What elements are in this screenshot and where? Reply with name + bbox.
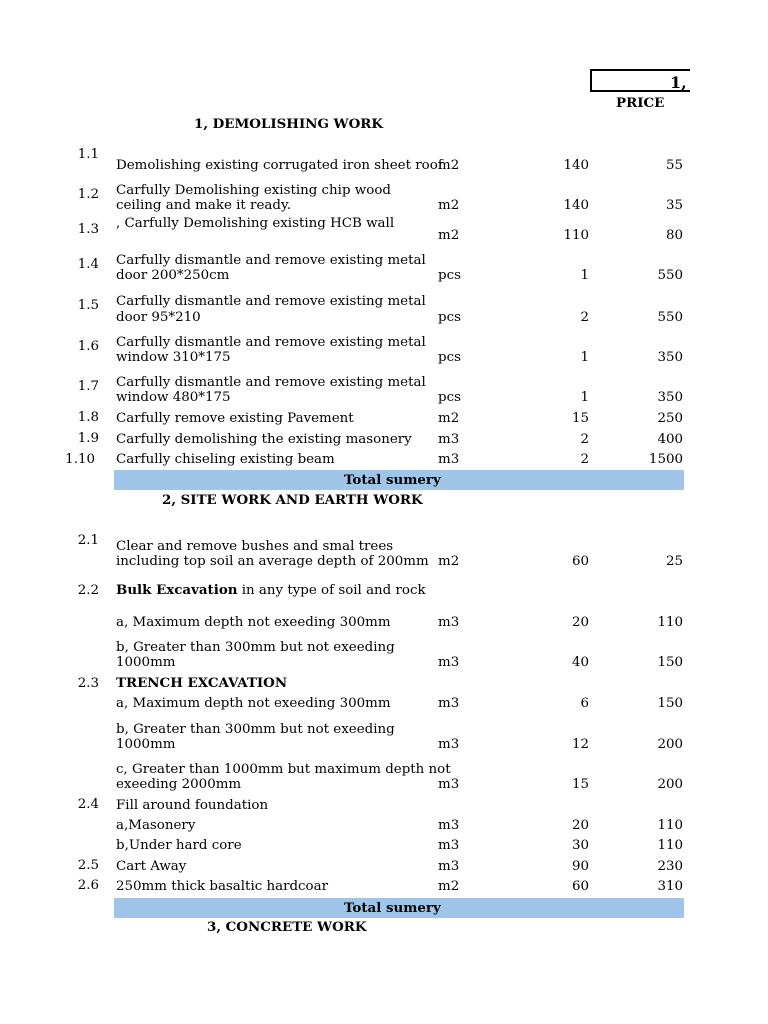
item-number: 1.7 [77, 379, 99, 394]
item-unit: m2 [438, 158, 460, 173]
item-unit: m3 [438, 452, 460, 467]
item-description: Clear and remove bushes and smal trees [116, 539, 394, 554]
item-quantity: 60 [571, 554, 589, 569]
item-price: 110 [657, 838, 683, 853]
item-quantity: 20 [571, 615, 589, 630]
item-unit: pcs [438, 268, 461, 283]
item-number: 2.2 [77, 583, 99, 598]
section-title-concrete-work: 3, CONCRETE WORK [207, 919, 367, 935]
item-quantity: 90 [571, 859, 589, 874]
item-number: 2.6 [77, 878, 99, 893]
item-description: window 480*175 [116, 390, 231, 405]
item-description: b, Greater than 300mm but not exeeding [116, 640, 395, 655]
section-title-site-work: 2, SITE WORK AND EARTH WORK [162, 492, 423, 508]
total-summary-band [114, 898, 684, 918]
item-price: 400 [657, 432, 683, 447]
item-description: b,Under hard core [116, 838, 242, 853]
item-price: 150 [657, 696, 683, 711]
item-number: 1.8 [77, 410, 99, 425]
item-description: a, Maximum depth not exeeding 300mm [116, 615, 391, 630]
item-number: 1.10 [65, 452, 95, 467]
item-price: 35 [665, 198, 683, 213]
item-description: 1000mm [116, 737, 176, 752]
item-unit: m3 [438, 818, 460, 833]
item-description-bold: Bulk Excavation [116, 582, 238, 598]
item-price: 80 [665, 228, 683, 243]
item-description: 1000mm [116, 655, 176, 670]
item-description: exeeding 2000mm [116, 777, 242, 792]
item-unit: m3 [438, 737, 460, 752]
item-price: 310 [657, 879, 683, 894]
item-number: 2.5 [77, 858, 99, 873]
item-unit: m2 [438, 411, 460, 426]
item-unit: m2 [438, 554, 460, 569]
item-quantity: 15 [571, 777, 589, 792]
item-description: door 95*210 [116, 310, 201, 325]
item-description: Carfully dismantle and remove existing metal [116, 294, 426, 309]
item-price: 200 [657, 777, 683, 792]
item-description: Fill around foundation [116, 798, 269, 813]
item-quantity: 60 [571, 879, 589, 894]
item-quantity: 1 [580, 390, 589, 405]
item-quantity: 20 [571, 818, 589, 833]
item-price: 350 [657, 390, 683, 405]
header-cell-box [590, 69, 690, 92]
item-quantity: 1 [580, 268, 589, 283]
item-number: 1.6 [77, 339, 99, 354]
total-summary-band [114, 470, 684, 490]
item-unit: m3 [438, 615, 460, 630]
item-description: Carfully dismantle and remove existing metal [116, 375, 426, 390]
item-price: 200 [657, 737, 683, 752]
item-number: 2.4 [77, 797, 99, 812]
item-unit: m3 [438, 655, 460, 670]
item-description: Carfully remove existing Pavement [116, 411, 354, 426]
item-quantity: 40 [571, 655, 589, 670]
item-price: 550 [657, 268, 683, 283]
item-description: Carfully dismantle and remove existing metal [116, 335, 426, 350]
item-price: 550 [657, 310, 683, 325]
item-number: 1.9 [77, 431, 99, 446]
item-number: 1.4 [77, 257, 99, 272]
item-quantity: 1 [580, 350, 589, 365]
item-quantity: 140 [563, 158, 589, 173]
item-number: 2.1 [77, 533, 99, 548]
item-description-bold: TRENCH EXCAVATION [116, 675, 288, 691]
item-description: Demolishing existing corrugated iron sheet roof [116, 158, 443, 173]
item-description: 250mm thick basaltic hardcoar [116, 879, 329, 894]
item-quantity: 110 [563, 228, 589, 243]
item-price: 230 [657, 859, 683, 874]
item-number: 1.1 [77, 147, 99, 162]
item-price: 250 [657, 411, 683, 426]
item-description: Carfully chiseling existing beam [116, 452, 335, 467]
item-description: , Carfully Demolishing existing HCB wall [116, 216, 395, 231]
item-description: a,Masonery [116, 818, 196, 833]
item-description: window 310*175 [116, 350, 231, 365]
item-description: b, Greater than 300mm but not exeeding [116, 722, 395, 737]
item-unit: pcs [438, 390, 461, 405]
item-description: door 200*250cm [116, 268, 230, 283]
item-description-rest: in any type of soil and rock [237, 583, 426, 598]
item-price: 350 [657, 350, 683, 365]
item-unit: m3 [438, 696, 460, 711]
item-unit: m2 [438, 228, 460, 243]
item-unit: m3 [438, 859, 460, 874]
item-price: 1500 [648, 452, 683, 467]
item-price: 110 [657, 818, 683, 833]
total-summary-label: Total sumery [344, 472, 441, 488]
item-unit: m2 [438, 198, 460, 213]
section-title-demolishing: 1, DEMOLISHING WORK [194, 116, 384, 132]
item-price: 110 [657, 615, 683, 630]
item-description: Carfully Demolishing existing chip wood [116, 183, 391, 198]
item-quantity: 30 [571, 838, 589, 853]
item-unit: pcs [438, 310, 461, 325]
item-number: 1.2 [77, 187, 99, 202]
item-quantity: 15 [571, 411, 589, 426]
item-quantity: 12 [571, 737, 589, 752]
item-number: 1.5 [77, 298, 99, 313]
item-unit: m3 [438, 838, 460, 853]
item-description: c, Greater than 1000mm but maximum depth not [116, 762, 451, 777]
item-number: 2.3 [77, 676, 99, 691]
item-quantity: 2 [580, 432, 589, 447]
item-unit: m3 [438, 777, 460, 792]
item-price: 150 [657, 655, 683, 670]
item-price: 55 [665, 158, 683, 173]
item-description: Carfully demolishing the existing masonery [116, 432, 412, 447]
item-description: Cart Away [116, 859, 187, 874]
item-description: including top soil an average depth of 200mm [116, 554, 429, 569]
item-price: 25 [665, 554, 683, 569]
total-summary-label: Total sumery [344, 900, 441, 916]
item-unit: m3 [438, 432, 460, 447]
item-quantity: 2 [580, 310, 589, 325]
item-description: a, Maximum depth not exeeding 300mm [116, 696, 391, 711]
item-number: 1.3 [77, 222, 99, 237]
item-quantity: 2 [580, 452, 589, 467]
item-description: Carfully dismantle and remove existing metal [116, 253, 426, 268]
item-unit: m2 [438, 879, 460, 894]
header-box-text: 1, [670, 73, 687, 92]
item-description [116, 583, 426, 599]
item-description: ceiling and make it ready. [116, 198, 291, 213]
item-quantity: 140 [563, 198, 589, 213]
price-column-header: PRICE [616, 95, 665, 111]
item-unit: pcs [438, 350, 461, 365]
item-quantity: 6 [580, 696, 589, 711]
